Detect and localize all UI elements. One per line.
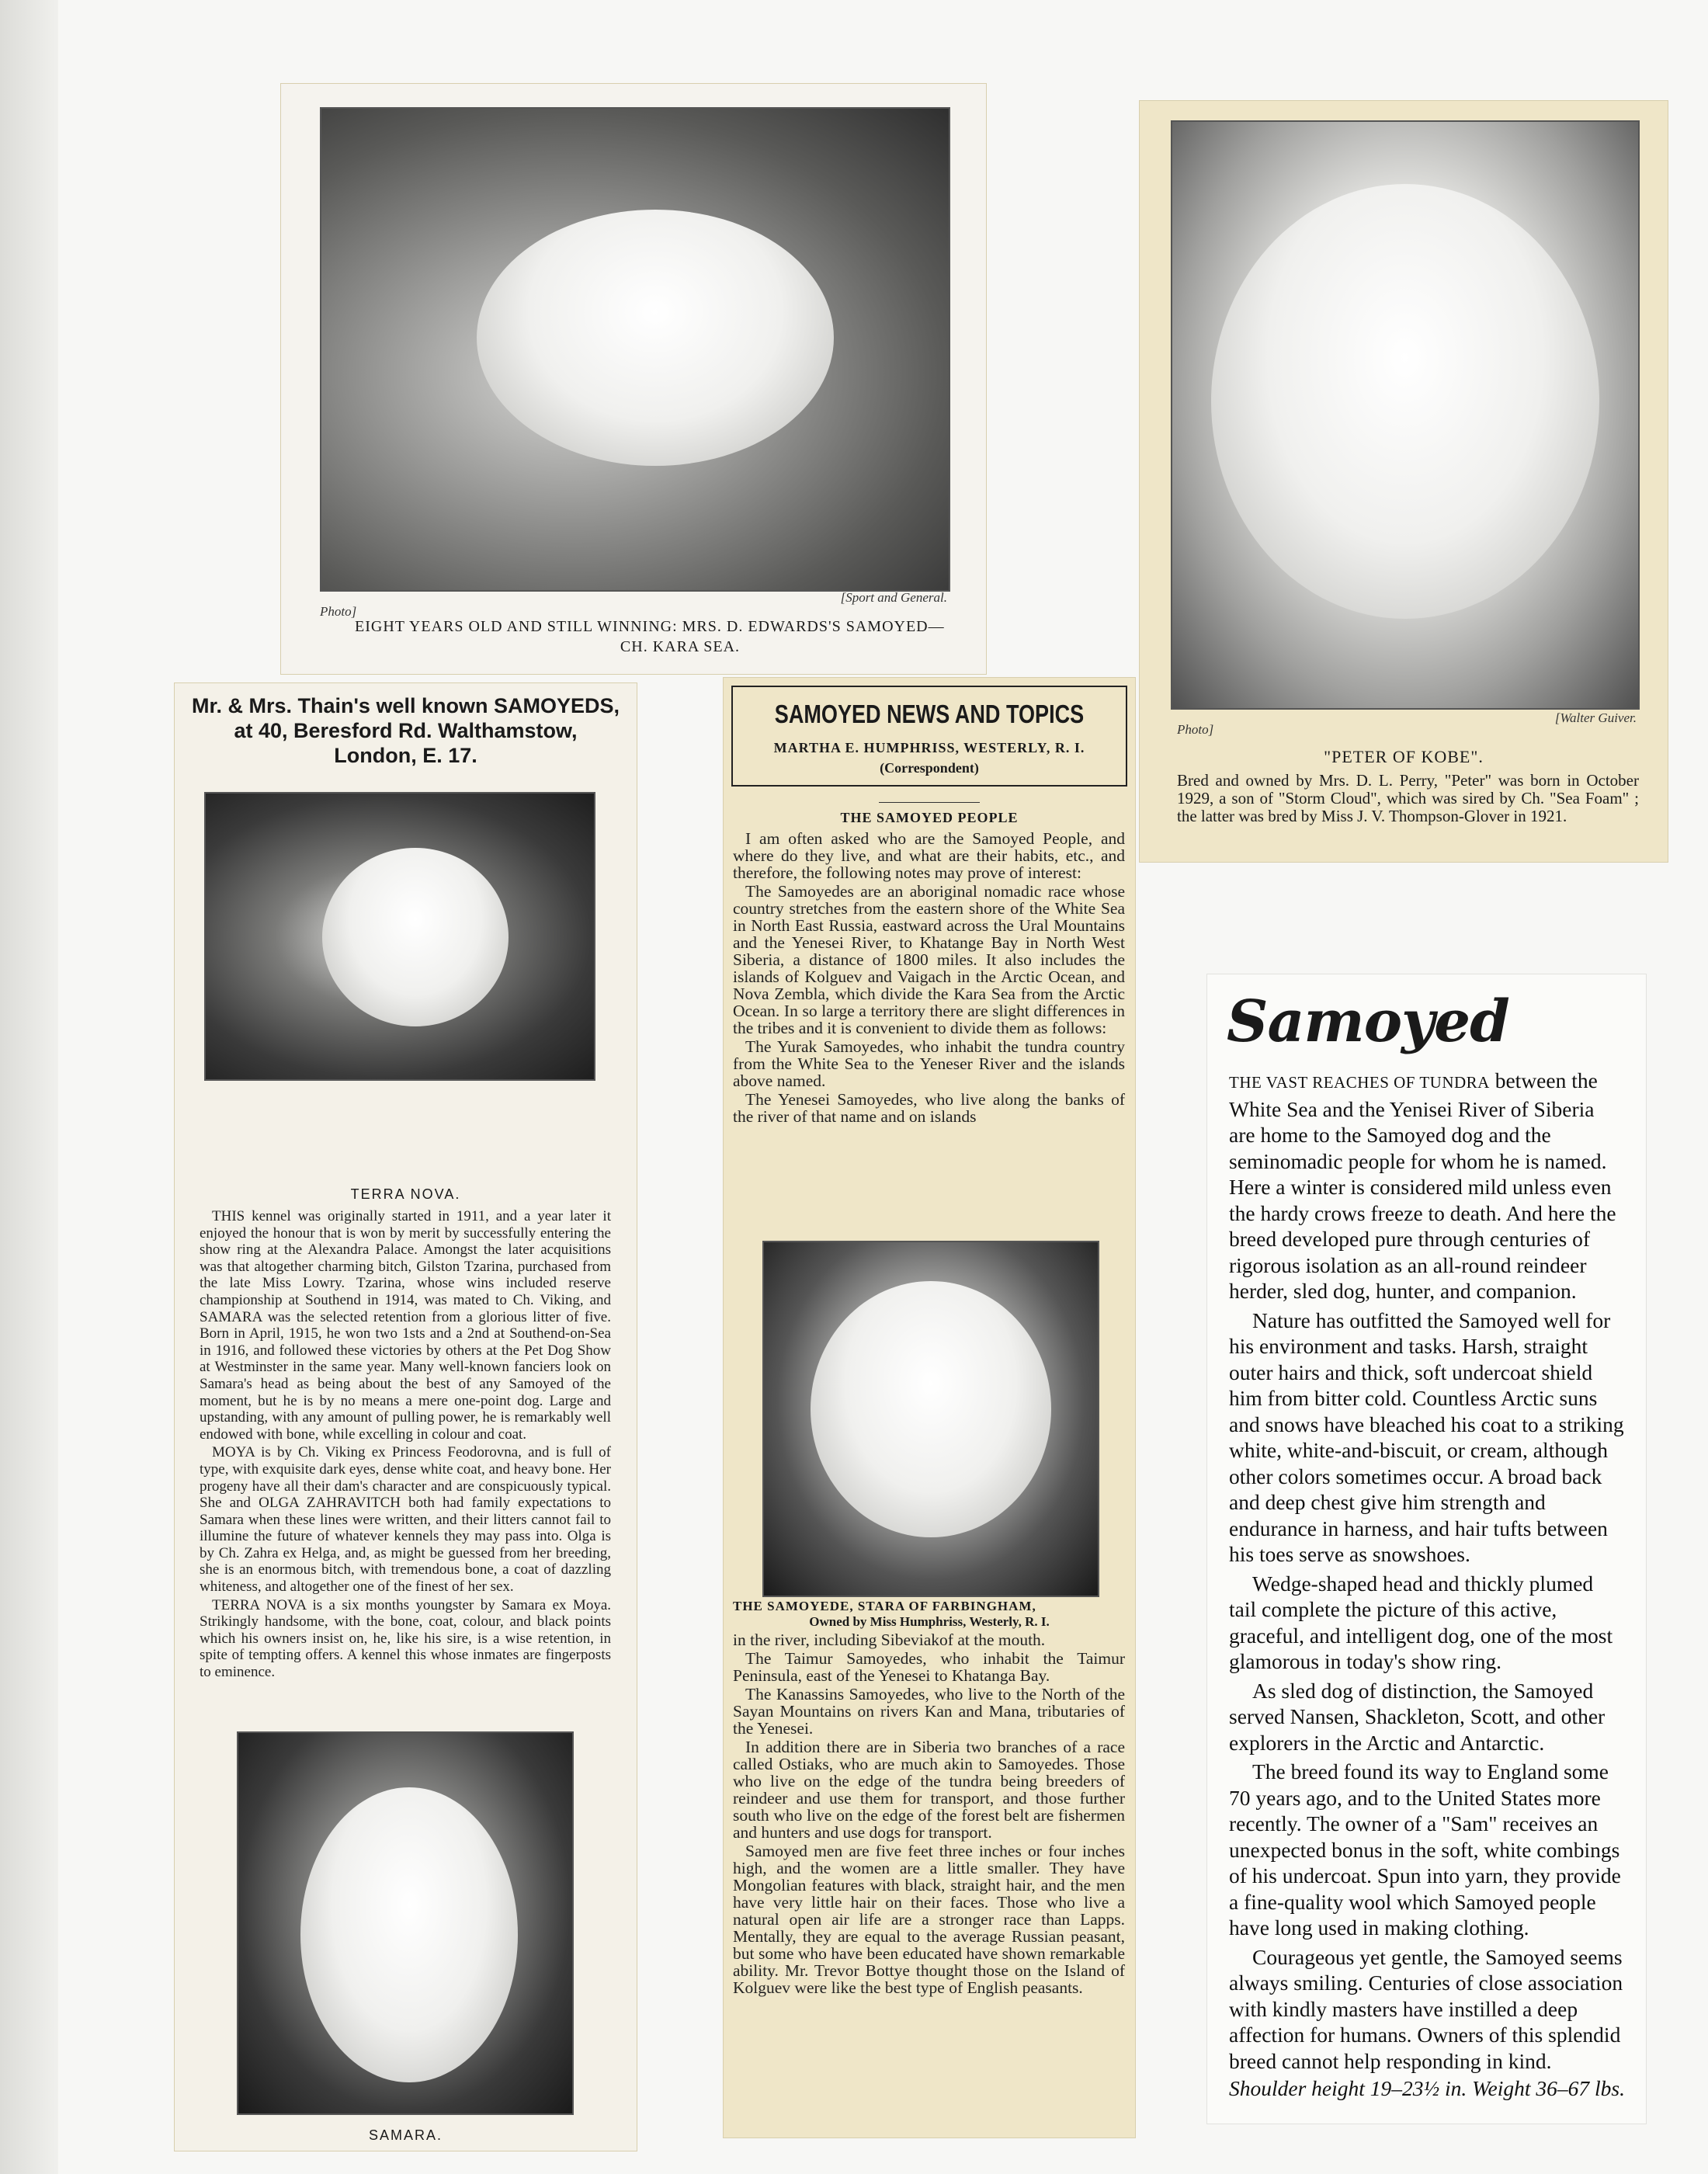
clipping-samoyed-news [724,678,1135,2138]
clipping-breed-description [1207,974,1646,2124]
samara-caption: SAMARA. [368,2127,443,2143]
news-paragraph-5: in the river, including Sibeviakof at the mouth. [733,1630,1046,1649]
thain-paragraph-2: MOYA is by Ch. Viking ex Princess Feodorovna, and is full of type, with exquisite dark eyes, dense white coat, and heavy bone. Her progeny have all their dam's character and are conspicuously typical. She and OLGA ZAHRAVITCH both had family expectations to Samara when these lines were written, and their litters cannot fail to illumine the future of whatever kennels they may pass into. Olga is by Ch. Zahra ex Helga, and, as might be guessed from her breeding, she is an enormous bitch, with tremendous bone, a coat of dazzling whiteness, and altogether one of the finest of her sex. [200,1444,611,1596]
news-paragraph-2: The Samoyedes are an aboriginal nomadic race whose country stretches from the eastern shore of the White Sea in North East Russia, eastward across the Ural Mountains and the Yenesei River, to Khatange Bay in North West Siberia, a distance of 1800 miles. It also includes the islands of Kolguev and Vaigach in the Arctic Ocean, and Nova Zembla, which divide the Kara Sea from the Arctic Ocean. In so large a territory there are slight differences in the tribes and it is convenient to divide them as follows: [733,882,1125,1037]
stara-caption-1: THE SAMOYEDE, STARA OF FARBINGHAM, [733,1599,1036,1613]
breed-paragraph-2: Nature has outfitted the Samoyed well for his environment and tasks. Harsh, straight outer hairs and thick, soft undercoat shield him from bitter cold. Countless Arctic suns and snows have bleached his coat to a striking white, white-and-biscuit, or cream, although other colors sometimes occur. A broad back and deep chest give him strength and endurance in harness, and hair tufts between his toes serve as snowshoes. [1229,1308,1624,1566]
peter-title: "PETER OF KOBE". [1324,747,1484,766]
photo-stara-of-farbingham [762,1241,1099,1597]
breed-paragraph-6: Courageous yet gentle, the Samoyed seems always smiling. Centuries of close association with kindly masters have instilled a deep affection for humans. Owners of this splendid breed cannot help responding in kind. [1229,1944,1623,2073]
dog-figure [322,848,509,1026]
news-body-bottom [733,1631,1125,1998]
breed-paragraph-3: Wedge-shaped head and thickly plumed tail complete the picture of this active, graceful, and intelligent dog, one of the most glamorous in today's show ring. [1229,1571,1613,1673]
breed-paragraph-5: The breed found its way to England some 70 years ago, and to the United States more recently. The owner of a "Sam" receives an unexpected bonus in the soft, white combings of his undercoat. Spun into yarn, they provide a fine-quality wool which Samoyed people have long used in making clothing. [1229,1759,1621,1940]
dog-figure [477,210,834,466]
news-byline: MARTHA E. HUMPHRISS, WESTERLY, R. I. [773,740,1085,755]
photo-credit-left: Photo] [1177,722,1214,737]
photo-terra-nova [204,792,595,1081]
news-paragraph-8: In addition there are in Siberia two branches of a race called Ostiaks, who are much akin to Samoyedes. Those who live on the edge of the tundra being breeders of reindeer and use them for transport, and those further south who live on the edge of the forest belt are fishermen and hunters and use dogs for transport. [733,1738,1125,1842]
caption-line-1: EIGHT YEARS OLD AND STILL WINNING: MRS. D. EDWARDS'S SAMOYED— [355,618,945,635]
dog-head [1211,184,1599,619]
photo-credit-right: [Sport and General. [840,590,947,605]
breed-lead-in: THE VAST REACHES OF TUNDRA [1229,1073,1490,1092]
breed-paragraph-4: As sled dog of distinction, the Samoyed served Nansen, Shackleton, Scott, and other explorers in the Arctic and Antarctic. [1229,1678,1606,1755]
ornament-divider [879,802,980,803]
news-section-heading: THE SAMOYED PEOPLE [840,810,1019,825]
photo-credit-right: [Walter Guiver. [1554,710,1637,725]
breed-paragraph-1 [1229,1068,1625,1304]
news-paragraph-1: I am often asked who are the Samoyed People, and where do they live, and what are their habits, etc., and therefore, the following notes may prove of interest: [733,829,1125,882]
dog-figure [811,1281,1051,1537]
caption-line-2: CH. KARA SEA. [620,638,741,655]
thain-header-1: Mr. & Mrs. Thain's well known SAMOYEDS, [191,694,620,717]
news-paragraph-9: Samoyed men are five feet three inches or four inches high, and the women are a little smaller. They have Mongolian features with black, straight hair, and the men have very little hair on their faces. Those who live a natural open air life are a stronger race than Lapps. Mentally, they are equal to the average Russian peasant, but some who have been educated have shown remarkable ability. Mr. Trevor Bottye thought those on the Island of Kolguev were like the best type of English peasants. [733,1842,1125,1997]
thain-paragraph-1: THIS kennel was originally started in 1911, and a year later it enjoyed the honour that is won by merit by successfully entering the show ring at the Alexandra Palace. Amongst the later acquisitions was that altogether charming bitch, Gilston Tzarina, purchased from the late Miss Lowry. Tzarina, whose wins included reserve championship at Southend in 1914, was mated to Ch. Viking, and SAMARA was the selected retention from a glorious litter of five. Born in April, 1915, he won two 1sts and a 2nd at Southend-on-Sea in 1916, and followed these victories by others at the Pet Dog Show at Westminster in the same year. Many well-known fanciers look on Samara's head as being about the best of any Samoyed of the moment, but he is by no means a mere one-point dog. Large and upstanding, with any amount of pulling power, he is remarkably well endowed with bone, while excelling in colour and coat. [200,1208,611,1443]
breed-body [1229,1068,1625,2103]
peter-body: Bred and owned by Mrs. D. L. Perry, "Peter" was born in October 1929, a son of "Storm Cloud", which was sired by Ch. "Sea Foam" ; the latter was bred by Miss J. V. Thompson-Glover in 1921. [1177,771,1639,825]
breed-paragraph-1-rest: between the White Sea and the Yenisei River of Siberia are home to the Samoyed dog and the seminomadic people for whom he is named. Here a winter is considered mild unless even the hardy crows freeze to death. And here the breed developed pure through centuries of rigorous isolation as an all-round reindeer herder, sled dog, hunter, and companion. [1229,1068,1616,1303]
news-paragraph-3: The Yurak Samoyedes, who inhabit the tundra country from the White Sea to the Yeneser River and the islands above named. [733,1037,1125,1090]
news-title: SAMOYED NEWS AND TOPICS [774,700,1085,728]
thain-paragraph-3: TERRA NOVA is a six months youngster by Samara ex Moya. Strikingly handsome, with the bone, coat, colour, and black points which his owners insist on, he, like his sire, is a wise retention, in spite of tempting offers. A kennel this whose inmates are fingerposts to eminence. [200,1596,611,1681]
breed-footer: Shoulder height 19–23½ in. Weight 36–67 lbs. [1229,2076,1626,2100]
news-title-box [731,686,1127,787]
stara-caption-2: Owned by Miss Humphriss, Westerly, R. I. [809,1614,1050,1629]
news-paragraph-7: The Kanassins Samoyedes, who live to the North of the Sayan Mountains on rivers Kan and Mana, tributaries of the Yenesei. [733,1685,1125,1738]
clipping-peter-of-kobe [1140,101,1668,862]
thain-header-2: at 40, Beresford Rd. Walthamstow, [234,719,578,742]
photo-credit-left: Photo] [320,604,357,619]
thain-header-3: London, E. 17. [334,744,477,767]
photo-peter-of-kobe [1171,120,1640,710]
photo-ch-kara-sea [320,107,950,592]
news-paragraph-4: The Yenesei Samoyedes, who live along the banks of the river of that name and on islands [733,1090,1125,1126]
news-paragraph-6: The Taimur Samoyedes, who inhabit the Taimur Peninsula, east of the Yenesei to Khatanga Bay. [733,1649,1125,1685]
breed-title: Samoyed [1227,988,1509,1055]
scanner-page-edge [0,0,58,2174]
clipping-kara-sea [281,84,986,674]
photo-samara [237,1731,574,2115]
news-body-top [733,830,1125,1127]
news-byline-role: (Correspondent) [880,760,979,776]
clipping-thain-samoyeds [175,683,637,2151]
thain-body [200,1208,611,1683]
terra-nova-caption: TERRA NOVA. [350,1186,461,1202]
dog-figure [300,1787,518,2082]
